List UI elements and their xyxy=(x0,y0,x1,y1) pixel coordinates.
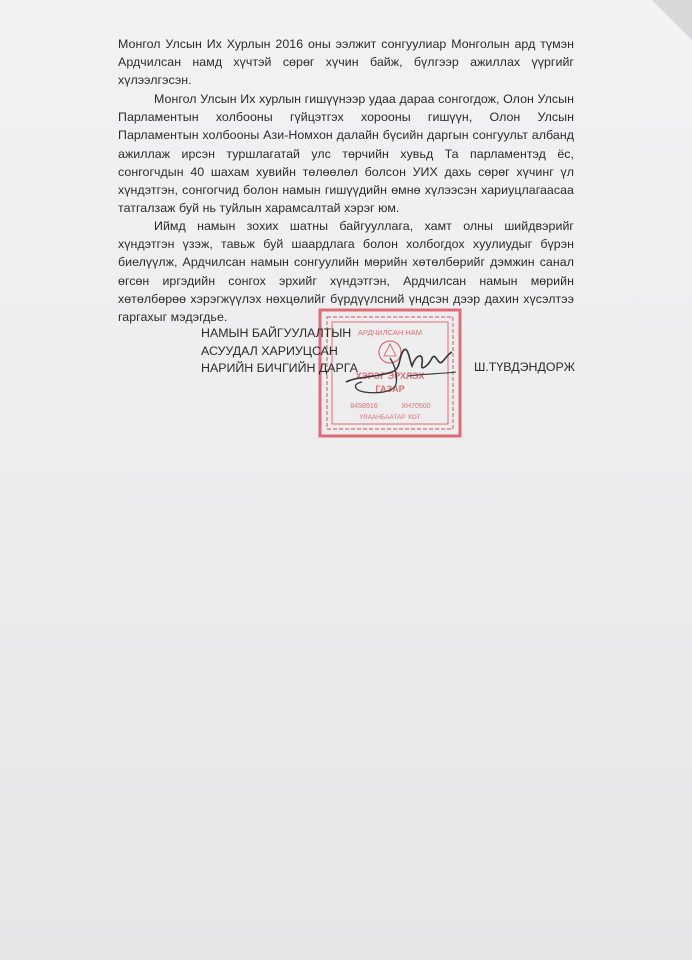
paragraph-1: Монгол Улсын Их Хурлын 2016 оны ээлжит сонгуулиар Монголын ард түмэн Ардчилсан намд хүчтэй сөрөг хүчин байж, бүлгээр ажиллах үүргийг хүлээлгэсэн. xyxy=(118,37,574,88)
stamp-line-2: ГАЗАР xyxy=(375,384,405,394)
paragraph-3: Иймд намын зохих шатны байгууллага, хамт олны шийдвэрийг хүндэтгэн үзэж, тавьж буй шаардлага болон холбогдох хуулиудыг бүрэн биелүүлж, Ардчилсан намын сонгуулийн мөрийн хөтөлбөрийг дэмжин санал өгсөн иргэдийн сонгох эрхийг хүндэтгэн, Ардчилсан намын мөрийн хөтөлбөрөө хэрэгжүүлэх нөхцөлийг бүрдүүлсний үндсэн дээр дахин хүсэлтээ гаргахыг мэдэгдье. xyxy=(118,219,574,325)
signatory-name: Ш.ТҮВДЭНДОРЖ xyxy=(474,360,576,374)
stamp-org-top: АРДЧИЛСАН НАМ xyxy=(357,328,423,337)
signatory-title-line-3: НАРИЙН БИЧГИЙН ДАРГА xyxy=(201,361,358,375)
signatory-title-line-1: НАМЫН БАЙГУУЛАЛТЫН xyxy=(201,326,352,340)
stamp-code-right: ХН70500 xyxy=(401,403,431,410)
stamp-code-left: 8458916 xyxy=(350,403,378,410)
signatory-title xyxy=(201,325,358,378)
signatory-title-line-2: АСУУДАЛ ХАРИУЦСАН xyxy=(201,343,338,358)
page-corner-fold xyxy=(652,0,692,40)
stamp-city: УЛААНБААТАР ХОТ xyxy=(359,414,421,421)
paragraph-2: Монгол Улсын Их хурлын гишүүнээр удаа дараа сонгогдож, Олон Улсын Парламентын холбооны гүйцэтгэх хорооны гишүүн, Олон Улсын Парламентын холбооны Ази-Номхон далайн бүсийн даргын сонгуульт албанд ажиллаж ирсэн туршлагатай улс төрчийн хувьд Та парламентэд ёс, сонгогчдын 40 шахам хувийн төлөөлөл болсон УИХ дахь сөрөг хүчинг үл хүндэтгэн, сонгогчид болон намын гишүүдийн өмнө хүлээсэн хариуцлагаасаа татгалзаж буй нь туйлын харамсалтай хэрэг юм. xyxy=(118,92,574,216)
stamp-line-1: ХЭРЭГ ЭРХЛЭХ xyxy=(355,371,425,381)
handwritten-signature xyxy=(338,336,468,400)
